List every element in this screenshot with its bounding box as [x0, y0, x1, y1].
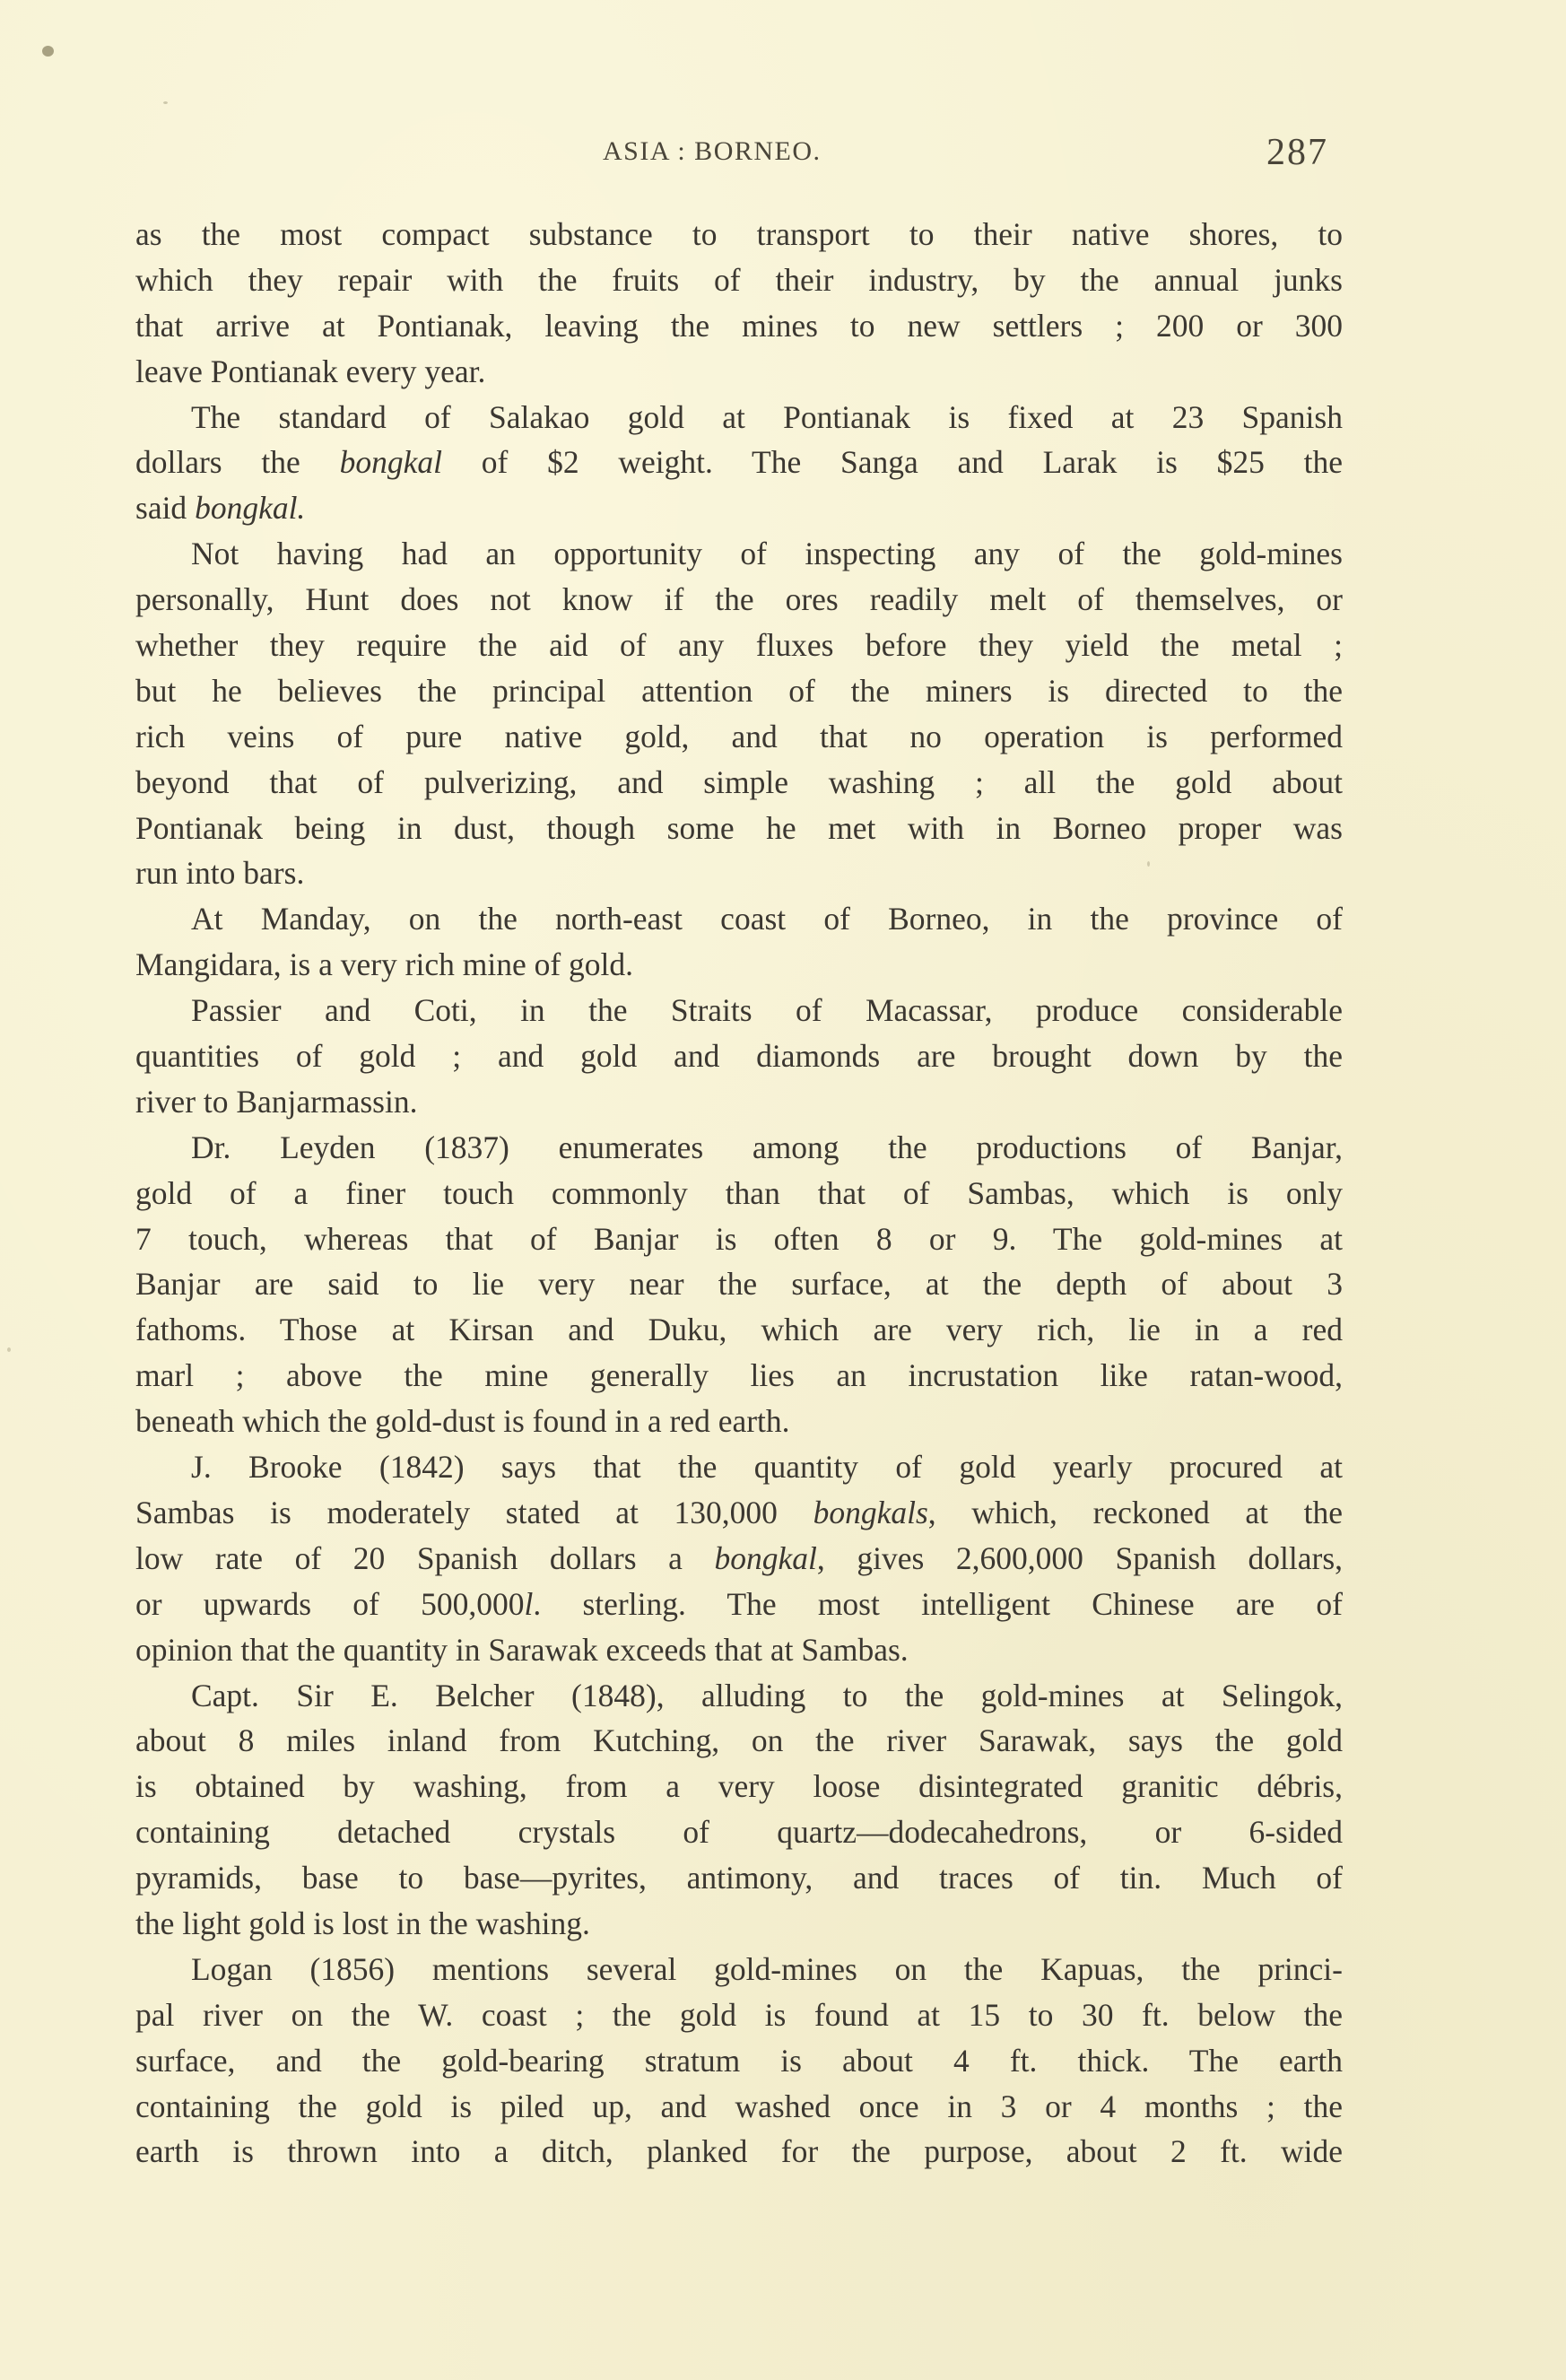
text-line: quantities of gold ; and gold and diamonds are brought down by the — [135, 1038, 1343, 1075]
text-line: gold of a finer touch commonly than that of Sambas, which is only — [135, 1174, 1343, 1211]
text-line: beneath which the gold-dust is found in a red earth. — [135, 1403, 790, 1440]
page-number: 287 — [1266, 132, 1328, 173]
text-line: low rate of 20 Spanish dollars a bongkal, gives 2,600,000 Spanish dollars, — [135, 1539, 1344, 1576]
italic-term: bongkal — [339, 444, 442, 481]
text-line: containing detached crystals of quartz—dodecahedrons, or 6-sided — [135, 1814, 1343, 1851]
paragraph-p6 — [135, 1125, 1343, 1444]
text-line: earth is thrown into a ditch, planked for the purpose, about 2 ft. wide — [135, 2133, 1343, 2170]
text-line: personally, Hunt does not know if the ores readily melt of themselves, or — [135, 581, 1343, 618]
text-line: is obtained by washing, from a very loose disintegrated granitic débris, — [135, 1768, 1343, 1805]
text-line: opinion that the quantity in Sarawak exceeds that at Sambas. — [135, 1631, 909, 1668]
paragraph-p3 — [135, 531, 1343, 896]
text-line: Logan (1856) mentions several gold-mines on the Kapuas, the princi- — [191, 1950, 1343, 1987]
text-line: Sambas is moderately stated at 130,000 bongkals, which, reckoned at the — [135, 1494, 1344, 1530]
text-line: that arrive at Pontianak, leaving the mines to new settlers ; 200 or 300 — [135, 307, 1343, 344]
italic-term: bongkals — [813, 1494, 928, 1530]
text-line: Passier and Coti, in the Straits of Macassar, produce considerable — [191, 992, 1343, 1029]
paragraph-p4 — [135, 896, 1343, 988]
body-text — [135, 212, 1343, 2175]
paragraph-p5 — [135, 988, 1343, 1125]
text-line: rich veins of pure native gold, and that no operation is performed — [135, 718, 1343, 754]
italic-term: bongkal — [714, 1539, 817, 1576]
text-line: run into bars. — [135, 855, 305, 892]
text-line: Banjar are said to lie very near the surface, at the depth of about 3 — [135, 1266, 1343, 1303]
text-line: Capt. Sir E. Belcher (1848), alluding to the gold-mines at Selingok, — [191, 1677, 1343, 1713]
paper-speck — [163, 101, 168, 104]
text-line: pal river on the W. coast ; the gold is found at 15 to 30 ft. below the — [135, 1996, 1343, 2033]
text-line: pyramids, base to base—pyrites, antimony, and traces of tin. Much of — [135, 1860, 1343, 1896]
paragraph-p9 — [135, 1947, 1343, 2175]
text-line: beyond that of pulverizing, and simple washing ; all the gold about — [135, 763, 1343, 800]
text-line: or upwards of 500,000l. sterling. The most intelligent Chinese are of — [135, 1585, 1343, 1622]
paragraph-p1 — [135, 212, 1343, 395]
text-line: 7 touch, whereas that of Banjar is often 8 or 9. The gold-mines at — [135, 1220, 1343, 1257]
text-line: Mangidara, is a very rich mine of gold. — [135, 946, 634, 983]
paper-speck — [42, 46, 54, 57]
text-line: Not having had an opportunity of inspecting any of the gold-mines — [191, 536, 1343, 572]
running-title: ASIA : BORNEO. — [603, 136, 822, 166]
text-line: which they repair with the fruits of their industry, by the annual junks — [135, 261, 1343, 298]
text-line: river to Banjarmassin. — [135, 1083, 418, 1120]
text-line: The standard of Salakao gold at Pontianak is fixed at 23 Spanish — [191, 398, 1343, 435]
text-line: fathoms. Those at Kirsan and Duku, which are very rich, lie in a red — [135, 1312, 1343, 1348]
paper-speck — [7, 1347, 11, 1352]
text-line: said bongkal. — [135, 490, 306, 527]
text-line: about 8 miles inland from Kutching, on the river Sarawak, says the gold — [135, 1722, 1343, 1759]
paragraph-p2 — [135, 395, 1343, 532]
text-line: Pontianak being in dust, though some he met with in Borneo proper was — [135, 809, 1343, 846]
paragraph-p7 — [135, 1444, 1343, 1672]
text-line: dollars the bongkal of $2 weight. The Sanga and Larak is $25 the — [135, 444, 1343, 481]
text-line: marl ; above the mine generally lies an incrustation like ratan-wood, — [135, 1357, 1343, 1394]
text-line: Dr. Leyden (1837) enumerates among the productions of Banjar, — [191, 1129, 1343, 1165]
text-line: surface, and the gold-bearing stratum is about 4 ft. thick. The earth — [135, 2042, 1343, 2079]
text-line: but he believes the principal attention of the miners is directed to the — [135, 672, 1343, 709]
text-line: J. Brooke (1842) says that the quantity of gold yearly procured at — [191, 1449, 1343, 1486]
italic-term: l — [524, 1585, 534, 1622]
text-line: At Manday, on the north-east coast of Borneo, in the province of — [191, 901, 1343, 937]
text-line: containing the gold is piled up, and washed once in 3 or 4 months ; the — [135, 2088, 1343, 2124]
running-head — [0, 131, 1566, 176]
paragraph-p8 — [135, 1673, 1343, 1947]
text-line: whether they require the aid of any fluxes before they yield the metal ; — [135, 627, 1343, 664]
italic-term: bongkal. — [195, 490, 306, 527]
text-line: as the most compact substance to transport to their native shores, to — [135, 216, 1343, 252]
text-line: the light gold is lost in the washing. — [135, 1905, 590, 1941]
text-line: leave Pontianak every year. — [135, 353, 486, 389]
